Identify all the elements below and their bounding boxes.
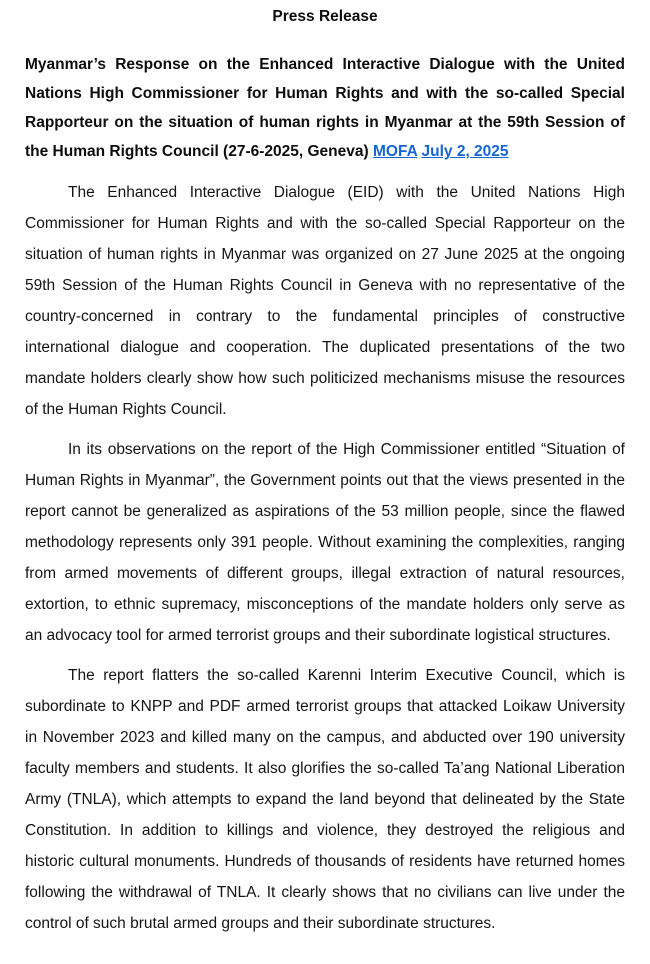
mofa-link[interactable]: MOFA [372,143,418,160]
body-paragraph: The Enhanced Interactive Dialogue (EID) with the United Nations High Commissioner for Human Rights and with the so-called Special Rapporteur on the situation of human rights in Myanmar was organized on 27 June 2025 at the ongoing 59th Session of the Human Rights Council in Geneva with no representative of the country-concerned in contrary to the fundamental principles of constructive international dialogue and cooperation. The duplicated presentations of the two mandate holders clearly show how such politicized mechanisms misuse the resources of the Human Rights Council. [25,184,625,418]
press-release-title: Press Release [272,8,378,25]
headline [25,50,625,166]
body-paragraph: In its observations on the report of the High Commissioner entitled “Situation of Human Rights in Myanmar”, the Government points out that the views presented in the report cannot be generalized as aspirations of the 53 million people, since the flawed methodology represents only 391 people. Without examining the complexities, ranging from armed movements of different groups, illegal extraction of natural resources, extortion, to ethnic supremacy, misconceptions of the mandate holders only serve as an advocacy tool for armed terrorist groups and their subordinate logistical structures. [25,441,625,644]
headline-text: Myanmar’s Response on the Enhanced Interactive Dialogue with the United Nations High Commissioner for Human Rights and with the so-called Special Rapporteur on the situation of human rights in Myanmar at the 59th Session of the Human Rights Council (27-6-2025, Geneva) [25,56,625,160]
date-link[interactable]: July 2, 2025 [421,143,509,160]
body-paragraph: The report flatters the so-called Karenni Interim Executive Council, which is subordinate to KNPP and PDF armed terrorist groups that attacked Loikaw University in November 2023 and killed many on the campus, and abducted over 190 university faculty members and students. It also glorifies the so-called Ta’ang National Liberation Army (TNLA), which attempts to expand the land beyond that delineated by the State Constitution. In addition to killings and violence, they destroyed the religious and historic cultural monuments. Hundreds of thousands of residents have returned homes following the withdrawal of TNLA. It clearly shows that no civilians can live under the control of such brutal armed groups and their subordinate structures. [25,667,625,932]
